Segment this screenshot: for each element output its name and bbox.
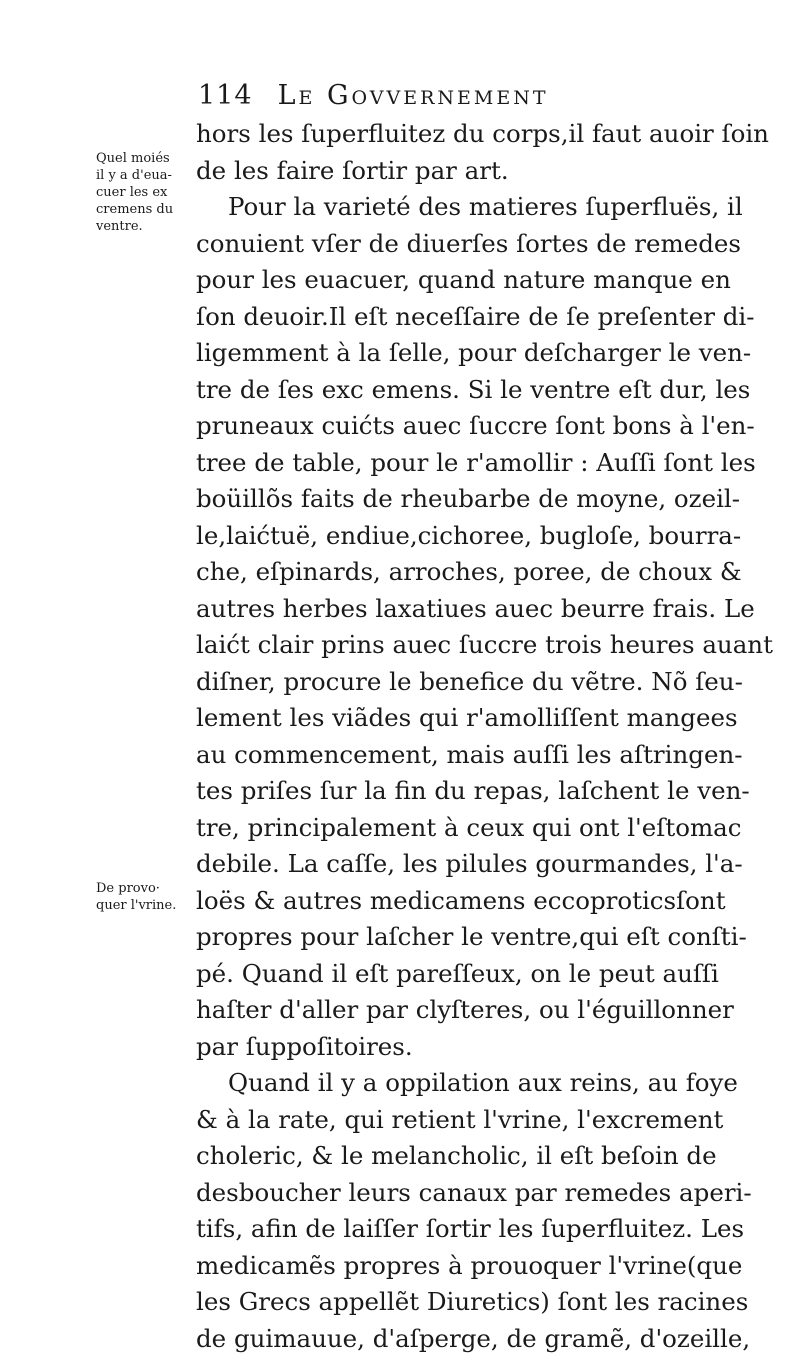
body-text <box>196 116 686 1357</box>
text-line: haſter d'aller par clyſteres, ou l'éguillonner <box>196 992 686 1029</box>
margin-note <box>96 150 196 235</box>
text-line: pour les euacuer, quand nature manque en <box>196 262 686 299</box>
text-line: desboucher leurs canaux par remedes aperi- <box>196 1175 686 1212</box>
text-line: lement les viãdes qui r'amolliſſent mangees <box>196 700 686 737</box>
text-line: tifs, afin de laiſſer ſortir les ſuperfluitez. Les <box>196 1211 686 1248</box>
margin-note-line: ventre. <box>96 218 196 235</box>
text-line: de les faire ſortir par art. <box>196 153 686 190</box>
margin-note-line: cremens du <box>96 201 196 218</box>
running-title: Le Govvernement <box>278 80 549 111</box>
text-line: autres herbes laxatiues auec beurre frais. Le <box>196 591 686 628</box>
running-header <box>198 80 618 116</box>
text-line: debile. La caſſe, les pilules gourmandes, l'a- <box>196 846 686 883</box>
text-line: par ſuppoſitoires. <box>196 1029 686 1066</box>
text-line: choleric, & le melancholic, il eſt beſoin de <box>196 1138 686 1175</box>
text-line: hors les ſuperfluitez du corps,il faut auoir ſoin <box>196 116 686 153</box>
text-line: conuient vſer de diuerſes ſortes de remedes <box>196 226 686 263</box>
page-number: 114 <box>198 80 268 111</box>
text-line: diſner, procure le benefice du vẽtre. Nõ ſeu- <box>196 664 686 701</box>
text-line: tre de ſes exc emens. Si le ventre eſt dur, les <box>196 372 686 409</box>
text-line: le,laićtuë, endiue,cichoree, bugloſe, bourra- <box>196 518 686 555</box>
text-line: au commencement, mais auſſi les aſtringen- <box>196 737 686 774</box>
margin-note-line: cuer les ex <box>96 184 196 201</box>
text-line: medicamẽs propres à prouoquer l'vrine(que <box>196 1248 686 1285</box>
text-line: che, eſpinards, arroches, poree, de choux & <box>196 554 686 591</box>
text-line: Quand il y a oppilation aux reins, au foye <box>196 1065 686 1102</box>
text-line: laićt clair prins auec ſuccre trois heures auant <box>196 627 686 664</box>
text-line: ligemment à la ſelle, pour deſcharger le ven- <box>196 335 686 372</box>
text-line: ſon deuoir.Il eſt neceſſaire de ſe preſenter di- <box>196 299 686 336</box>
text-line: de guimauue, d'aſperge, de gramẽ, d'ozeille, <box>196 1321 686 1357</box>
text-line: pé. Quand il eſt pareſſeux, on le peut auſſi <box>196 956 686 993</box>
margin-note-line: il y a d'eua- <box>96 167 196 184</box>
text-line: boüillõs faits de rheubarbe de moyne, ozeil- <box>196 481 686 518</box>
text-line: tes priſes ſur la fin du repas, laſchent le ven- <box>196 773 686 810</box>
margin-note-line: quer l'vrine. <box>96 897 196 914</box>
text-line: & à la rate, qui retient l'vrine, l'excrement <box>196 1102 686 1139</box>
margin-note-line: De provo· <box>96 880 196 897</box>
text-line: Pour la varieté des matieres ſuperfluës, il <box>196 189 686 226</box>
text-line: tre, principalement à ceux qui ont l'eſtomac <box>196 810 686 847</box>
margin-note-line: Quel moiés <box>96 150 196 167</box>
text-line: tree de table, pour le r'amollir : Auſſi ſont les <box>196 445 686 482</box>
text-line: loës & autres medicamens eccoproticsſont <box>196 883 686 920</box>
margin-note <box>96 880 196 914</box>
text-line: propres pour laſcher le ventre,qui eſt conſti- <box>196 919 686 956</box>
text-line: les Grecs appellẽt Diuretics) ſont les racines <box>196 1284 686 1321</box>
text-line: pruneaux cuićts auec ſuccre ſont bons à l'en- <box>196 408 686 445</box>
